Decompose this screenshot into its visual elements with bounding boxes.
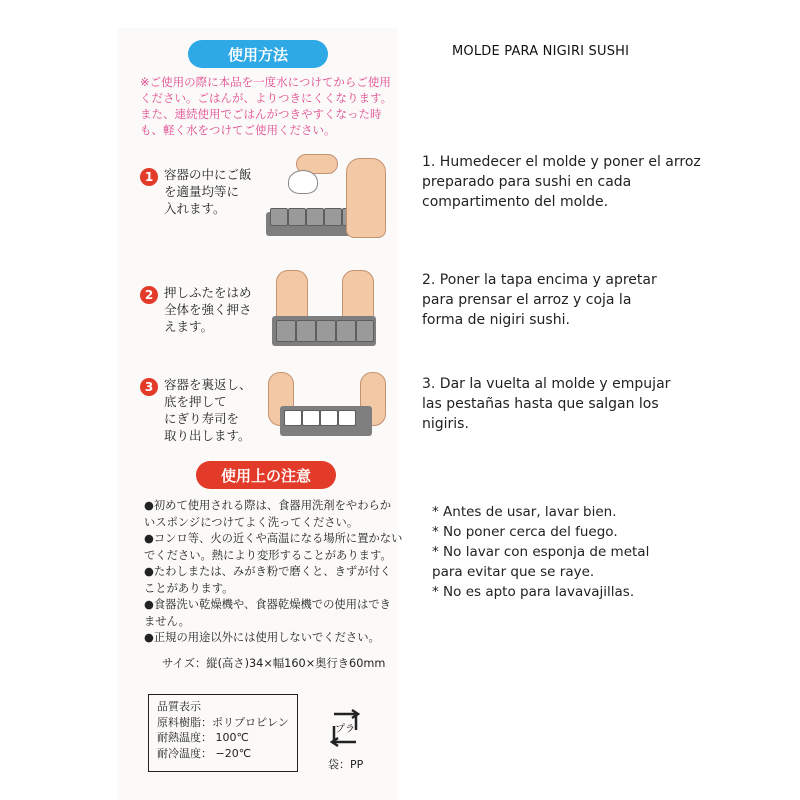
- caution-line: ●たわしまたは、みがき粉で磨くと、きずが付く: [144, 565, 392, 578]
- caution-line: ●コンロ等、火の近くや高温になる場所に置かない: [144, 532, 403, 545]
- pla-recycle-icon: [328, 708, 362, 748]
- es-step-line: 3. Dar la vuelta al molde y empujar: [422, 376, 671, 392]
- step-line: えます。: [164, 319, 214, 334]
- quality-line: 耐熱温度： 100℃: [157, 731, 249, 744]
- step-line: 全体を強く押さ: [164, 302, 252, 317]
- step-line: 底を押して: [164, 394, 227, 409]
- es-step-line: para prensar el arroz y coja la: [422, 292, 632, 308]
- caution-line: ●初めて使用される際は、食器用洗剤をやわらか: [144, 499, 392, 512]
- es-step-line: 2. Poner la tapa encima y apretar: [422, 272, 657, 288]
- step-line: 容器の中にご飯: [164, 167, 252, 182]
- caution-line: ことがあります。: [144, 581, 234, 595]
- step-line: 取り出します。: [164, 428, 251, 443]
- size-spec: サイズ：縦(高さ)34×幅160×奥行き60mm: [162, 657, 386, 670]
- es-step-line: las pestañas hasta que salgan los: [422, 396, 659, 412]
- es-step-3: [422, 374, 722, 434]
- quality-line: 耐冷温度： −20℃: [157, 746, 252, 760]
- step-line: 押しふたをはめ: [164, 285, 252, 300]
- quality-label-box: [148, 694, 298, 772]
- es-note-line: * No es apto para lavavajillas.: [432, 584, 635, 600]
- pink-note-line: ください。ごはんが、よりつきにくくなります。: [140, 91, 393, 105]
- caution-line: でください。熱により変形することがあります。: [144, 548, 392, 562]
- jp-step-1: [140, 166, 270, 217]
- pink-note-line: も、軽く水をつけてご使用ください。: [140, 123, 336, 137]
- jp-step-2: [140, 284, 270, 335]
- step-1-illustration: [266, 150, 396, 250]
- step-number-badge: 3: [140, 378, 158, 396]
- step-3-illustration: [266, 368, 386, 448]
- step-line: 入れます。: [164, 201, 226, 216]
- es-note-line: * Antes de usar, lavar bien.: [432, 504, 617, 520]
- step-line: 容器を裏返し、: [164, 377, 252, 392]
- recycle-mark-text: プラ: [335, 724, 355, 735]
- usage-header: 使用方法: [188, 40, 328, 68]
- es-step-2: [422, 270, 722, 330]
- step-line: にぎり寿司を: [164, 411, 240, 426]
- step-number-badge: 1: [140, 168, 158, 186]
- step-number-badge: 2: [140, 286, 158, 304]
- bag-material-label: 袋：PP: [328, 758, 364, 771]
- caution-line: いスポンジにつけてよく洗ってください。: [144, 515, 359, 529]
- es-step-line: compartimento del molde.: [422, 194, 609, 210]
- pink-note-line: ※ご使用の際に本品を一度水につけてからご使用: [140, 75, 391, 89]
- jp-step-3: [140, 376, 270, 444]
- pink-note-line: また、連続使用でごはんがつきやすくなった時: [140, 107, 382, 121]
- es-note-line: * No poner cerca del fuego.: [432, 524, 618, 540]
- step-2-illustration: [266, 268, 386, 368]
- es-step-line: nigiris.: [422, 416, 469, 432]
- es-note-line: * No lavar con esponja de metal: [432, 544, 650, 560]
- caution-line: ません。: [144, 614, 190, 628]
- pink-usage-note: [140, 74, 400, 138]
- caution-header: 使用上の注意: [196, 461, 336, 489]
- caution-line: ●食器洗い乾燥機や、食器乾燥機での使用はでき: [144, 598, 391, 611]
- caution-line: ●正規の用途以外には使用しないでください。: [144, 631, 380, 644]
- es-step-line: forma de nigiri sushi.: [422, 312, 570, 328]
- es-warnings: [432, 502, 732, 602]
- japanese-instruction-card: [118, 28, 403, 800]
- quality-line: 品質表示: [157, 700, 201, 713]
- es-step-line: preparado para sushi en cada: [422, 174, 632, 190]
- quality-line: 原料樹脂：ポリプロピレン: [157, 715, 289, 729]
- step-line: を適量均等に: [164, 184, 240, 199]
- caution-list: [144, 498, 404, 647]
- es-step-1: [422, 152, 722, 212]
- es-note-line: para evitar que se raye.: [432, 564, 595, 580]
- page-title: MOLDE PARA NIGIRI SUSHI: [452, 44, 630, 59]
- es-step-line: 1. Humedecer el molde y poner el arroz: [422, 154, 701, 170]
